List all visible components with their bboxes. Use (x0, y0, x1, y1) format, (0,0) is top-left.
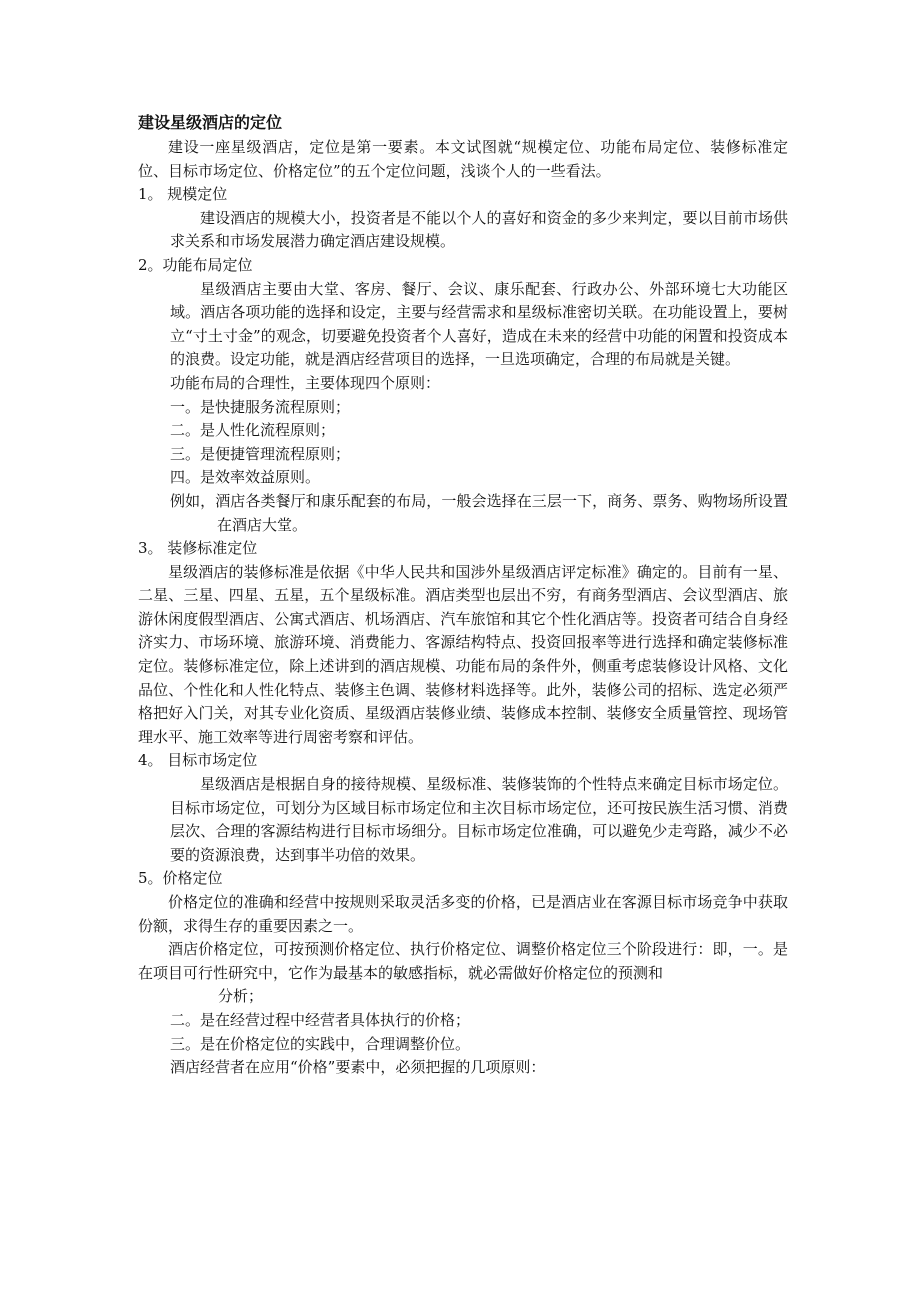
document-page (138, 112, 788, 1080)
section-5-body-2: 酒店价格定位，可按预测价格定位、执行价格定位、调整价格定位三个阶段进行：即，一。是在项目可行性研究中，它作为最基本的敏感指标，就必需做好价格定位的预测和 (138, 940, 788, 982)
principles-intro: 功能布局的合理性，主要体现四个原则： (170, 373, 441, 392)
section-3-body: 星级酒店的装修标准是依据《中华人民共和国涉外星级酒店评定标准》确定的。目前有一星、二星、三星、四星、五星，五个星级标准。酒店类型也层出不穷，有商务型酒店、会议型酒店、旅游休闲度假型酒店、公寓式酒店、机场酒店、汽车旅馆和其它个性化酒店等。投资者可结合自身经济实力、市场环境、旅游环境、消费能力、客源结构特点、投资回报率等进行选择和确定装修标准定位。装修标准定位，除上述讲到的酒店规模、功能布局的条件外，侧重考虑装修设计风格、文化品位、个性化和人性化特点、装修主色调、装修材料选择等。此外，装修公司的招标、选定必须严格把好入门关，对其专业化资质、星级酒店装修业绩、装修成本控制、装修安全质量管控、现场管理水平、施工效率等进行周密考察和评估。 (138, 562, 788, 746)
section-2-heading: 2。功能布局定位 (138, 255, 253, 274)
principle-item: 一。是快捷服务流程原则； (170, 397, 351, 416)
section-3-heading: 3。 装修标准定位 (138, 539, 258, 558)
section-5-body-1: 价格定位的准确和经营中按规则采取灵活多变的价格，已是酒店业在客源目标市场竞争中获取份额，求得生存的重要因素之一。 (138, 893, 788, 935)
section-1-heading: 1。 规模定位 (138, 185, 228, 204)
principle-item: 四。是效率效益原则。 (170, 468, 321, 487)
principle-item: 三。是便捷管理流程原则； (170, 444, 351, 463)
principle-item: 二。是人性化流程原则； (170, 421, 336, 440)
document-title: 建设星级酒店的定位 (138, 113, 283, 132)
section-1-body: 建设酒店的规模大小，投资者是不能以个人的喜好和资金的多少来判定，要以目前市场供求关系和市场发展潜力确定酒店建设规模。 (170, 208, 788, 251)
section-5-heading: 5。价格定位 (138, 869, 223, 888)
section-4-body: 星级酒店是根据自身的接待规模、星级标准、装修装饰的个性特点来确定目标市场定位。目标市场定位，可划分为区域目标市场定位和主次目标市场定位，还可按民族生活习惯、消费层次、合理的客源结构进行目标市场细分。目标市场定位准确，可以避免少走弯路，减少不必要的资源浪费，达到事半功倍的效果。 (170, 775, 788, 864)
layout-example: 例如，酒店各类餐厅和康乐配套的布局，一般会选择在三层一下，商务、票务、购物场所设置在酒店大堂。 (170, 491, 788, 534)
intro-paragraph: 建设一座星级酒店，定位是第一要素。本文试图就“规模定位、功能布局定位、装修标准定位、目标市场定位、价格定位”的五个定位问题，浅谈个人的一些看法。 (138, 138, 788, 180)
price-stage-item: 二。是在经营过程中经营者具体执行的价格； (170, 1010, 471, 1029)
price-principles-intro: 酒店经营者在应用“价格”要素中，必须把握的几项原则： (170, 1058, 546, 1077)
section-4-heading: 4。 目标市场定位 (138, 751, 258, 770)
section-2-body: 星级酒店主要由大堂、客房、餐厅、会议、康乐配套、行政办公、外部环境七大功能区域。酒店各项功能的选择和设定，主要与经营需求和星级标准密切关联。在功能设置上，要树立“寸土寸金”的观念，切要避免投资者个人喜好，造成在未来的经营中功能的闲置和投资成本的浪费。设定功能，就是酒店经营项目的选择，一旦选项确定，合理的布局就是关键。 (170, 279, 788, 369)
section-5-body-2-tail: 分析； (218, 987, 264, 1006)
price-stage-item: 三。是在价格定位的实践中，合理调整价位。 (170, 1034, 471, 1053)
